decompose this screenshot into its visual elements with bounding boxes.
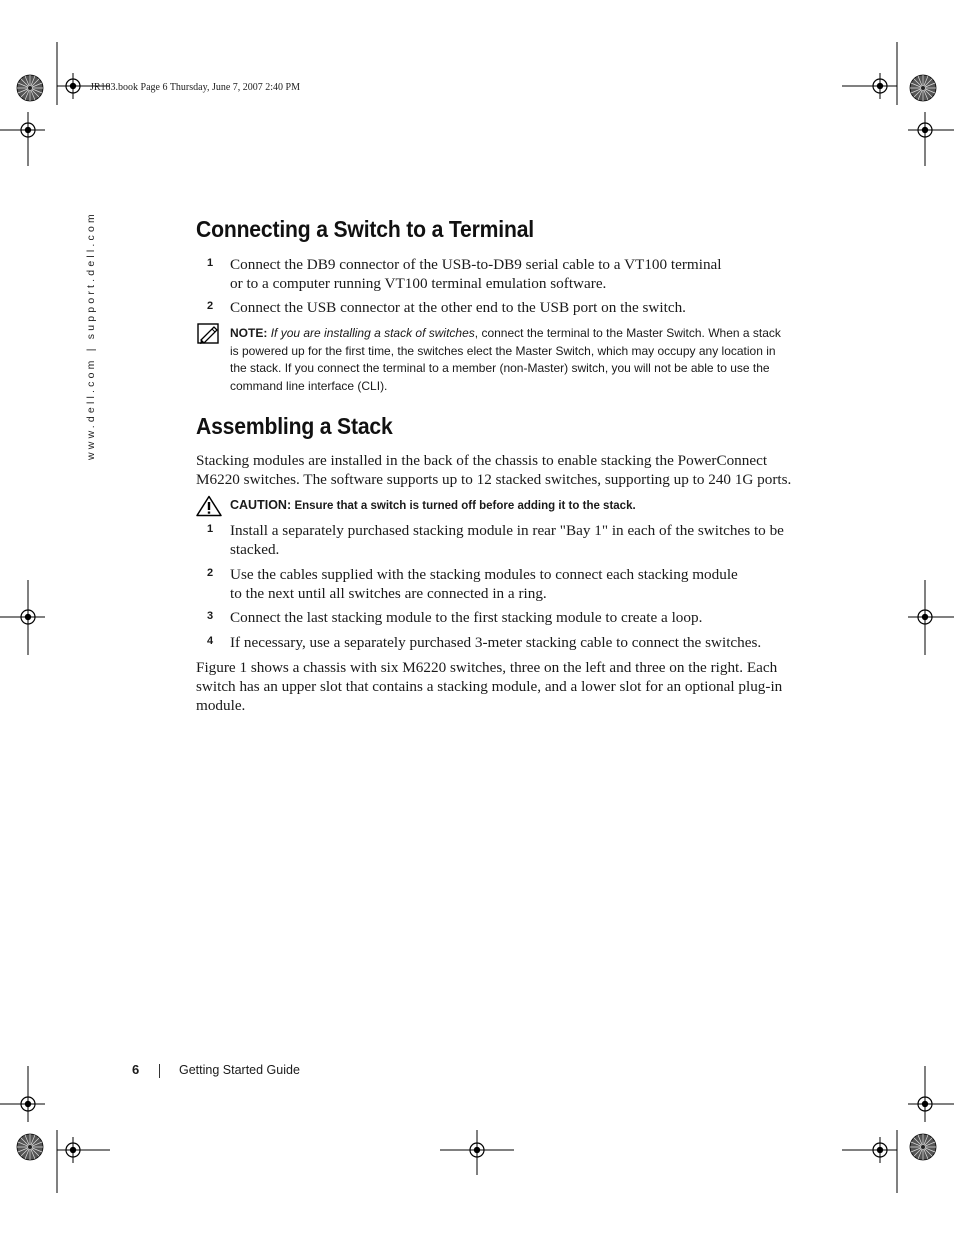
step-number: 1: [207, 523, 214, 535]
page-number: 6: [132, 1062, 140, 1077]
step-text-line: to the next until all switches are connected in a ring.: [230, 585, 547, 602]
caution-message: Ensure that a switch is turned off before adding it to the stack.: [294, 500, 636, 512]
print-job-header: JR183.book Page 6 Thursday, June 7, 2007 2:40 PM: [90, 82, 300, 93]
step-text-line: Install a separately purchased stacking module in rear "Bay 1" in each of the switches to be: [230, 522, 784, 539]
paragraph-line: Figure 1 shows a chassis with six M6220 switches, three on the left and three on the right. Each: [196, 659, 778, 676]
caution-label: CAUTION:: [230, 498, 292, 512]
footer-divider: [159, 1064, 160, 1078]
note-text: is powered up for the first time, the switches elect the Master Switch, which may occupy any location in: [230, 343, 776, 358]
step-text-line: Use the cables supplied with the stacking modules to connect each stacking module: [230, 566, 738, 583]
figure-description-paragraph: [196, 658, 816, 715]
caution-block: [230, 498, 820, 512]
footer-guide-title: Getting Started Guide: [179, 1063, 300, 1077]
step-text-line: Connect the last stacking module to the first stacking module to create a loop.: [230, 609, 703, 626]
note-block: [230, 325, 820, 395]
step-text-line: If necessary, use a separately purchased 3-meter stacking cable to connect the switches.: [230, 634, 762, 651]
section-title-assembling: Assembling a Stack: [196, 413, 393, 439]
step-text-line: or to a computer running VT100 terminal emulation software.: [230, 275, 607, 292]
step-text-line: Connect the DB9 connector of the USB-to-DB9 serial cable to a VT100 terminal: [230, 256, 722, 273]
section-title-connecting: Connecting a Switch to a Terminal: [196, 216, 534, 242]
paragraph-line: Stacking modules are installed in the back of the chassis to enable stacking the PowerConnect: [196, 452, 768, 469]
step-number: 2: [207, 300, 214, 312]
intro-paragraph: [196, 451, 816, 489]
side-website-url: www.dell.com | support.dell.com: [85, 211, 97, 460]
step-number: 1: [207, 257, 214, 269]
step-number: 2: [207, 567, 214, 579]
note-pencil-icon: [197, 323, 221, 345]
paragraph-line: module.: [196, 697, 246, 714]
note-italic-text: If you are installing a stack of switches: [270, 326, 475, 340]
note-text: , connect the terminal to the Master Switch. When a stack: [474, 326, 781, 340]
paragraph-line: M6220 switches. The software supports up to 12 stacked switches, supporting up to 240 1G ports.: [196, 471, 792, 488]
note-text: command line interface (CLI).: [230, 378, 388, 393]
note-text: the stack. If you connect the terminal to a member (non-Master) switch, you will not be able to use the: [230, 361, 770, 375]
step-text-line: stacked.: [230, 541, 280, 558]
step-text-line: Connect the USB connector at the other end to the USB port on the switch.: [230, 299, 686, 316]
step-number: 3: [207, 610, 214, 622]
step-number: 4: [207, 635, 214, 647]
paragraph-line: switch has an upper slot that contains a stacking module, and a lower slot for an optional plug-in: [196, 678, 783, 695]
caution-warning-icon: [196, 495, 222, 517]
note-label: NOTE:: [230, 326, 268, 340]
